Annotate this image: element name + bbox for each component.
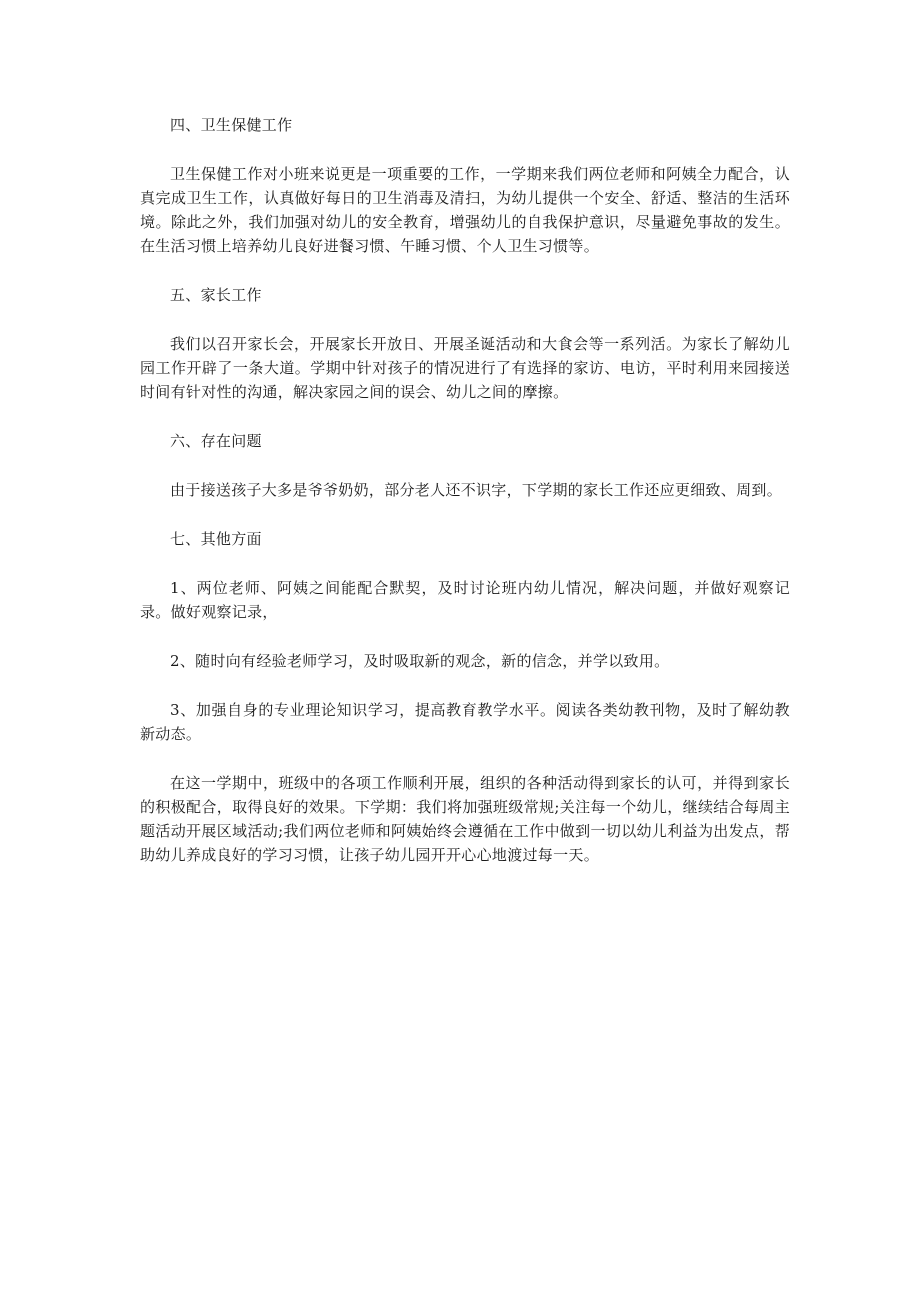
paragraph: 2、随时向有经验老师学习，及时吸取新的观念，新的信念，并学以致用。	[170, 652, 670, 670]
section-heading: 五、家长工作	[170, 286, 262, 304]
section-hygiene	[140, 113, 790, 258]
paragraph: 3、加强自身的专业理论知识学习，提高教育教学水平。阅读各类幼教刊物，及时了解幼教新动态。	[140, 701, 790, 743]
section-other	[140, 527, 790, 867]
paragraph: 1、两位老师、阿姨之间能配合默契，及时讨论班内幼儿情况，解决问题，并做好观察记录。做好观察记录，	[140, 579, 790, 621]
paragraph: 我们以召开家长会，开展家长开放日、开展圣诞活动和大食会等一系列活。为家长了解幼儿园工作开辟了一条大道。学期中针对孩子的情况进行了有选择的家访、电访，平时利用来园接送时间有针对性的沟通，解决家园之间的误会、幼儿之间的摩擦。	[140, 335, 790, 401]
section-problems	[140, 429, 790, 502]
paragraph: 卫生保健工作对小班来说更是一项重要的工作，一学期来我们两位老师和阿姨全力配合，认真完成卫生工作，认真做好每日的卫生消毒及清扫，为幼儿提供一个安全、舒适、整洁的生活环境。除此之外，我们加强对幼儿的安全教育，增强幼儿的自我保护意识，尽量避免事故的发生。在生活习惯上培养幼儿良好进餐习惯、午睡习惯、个人卫生习惯等。	[140, 165, 790, 255]
section-heading: 六、存在问题	[170, 432, 262, 450]
document-page	[140, 113, 790, 892]
section-heading: 七、其他方面	[170, 530, 262, 548]
paragraph: 由于接送孩子大多是爷爷奶奶，部分老人还不识字，下学期的家长工作还应更细致、周到。	[170, 481, 783, 499]
section-parents	[140, 283, 790, 404]
section-heading: 四、卫生保健工作	[170, 116, 293, 134]
paragraph: 在这一学期中，班级中的各项工作顺利开展，组织的各种活动得到家长的认可，并得到家长的积极配合，取得良好的效果。下学期：我们将加强班级常规;关注每一个幼儿，继续结合每周主题活动开展区域活动;我们两位老师和阿姨始终会遵循在工作中做到一切以幼儿利益为出发点，帮助幼儿养成良好的学习习惯，让孩子幼儿园开开心心地渡过每一天。	[140, 774, 790, 864]
